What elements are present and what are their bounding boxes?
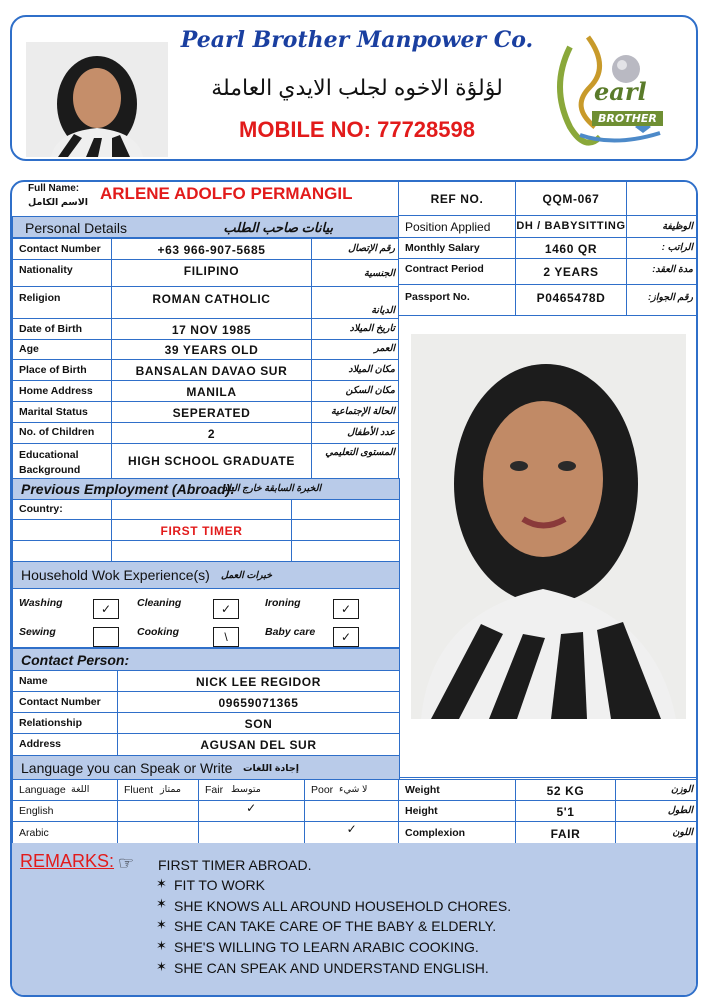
country-extra-cell: [291, 499, 400, 520]
weight-arabic-cell: [615, 779, 698, 801]
row-value-cell: [111, 359, 312, 381]
height-value: 5'1: [556, 805, 575, 819]
pointing-hand-icon: ☞: [118, 853, 135, 873]
employment-empty-cell: [12, 540, 112, 562]
employment-value: FIRST TIMER: [160, 524, 243, 538]
salary-value: 1460 QR: [544, 242, 598, 256]
row-value-cell: [111, 238, 312, 260]
personal-details-title: Personal Details: [25, 220, 127, 236]
fluent-col-label-arabic: ممتاز: [160, 784, 181, 795]
poor-col-label-arabic: لا شيء: [339, 784, 368, 795]
salary-value-cell: [515, 237, 627, 259]
language-row-label-cell: [12, 800, 118, 822]
height-label: Height: [405, 805, 438, 817]
fair-col-label-arabic: متوسط: [231, 784, 261, 795]
children-value: 2: [207, 427, 216, 441]
contact-row-value-cell: [117, 670, 400, 692]
weight-value: 52 KG: [546, 784, 585, 798]
salary-label: Monthly Salary: [405, 242, 480, 254]
household-experience-grid: [12, 588, 400, 648]
full-name-label-arabic: الاسم الكامل: [28, 197, 89, 208]
contact-row-value-cell: [117, 733, 400, 756]
weight-label: Weight: [405, 784, 440, 796]
arabic-fluent-cell: [117, 821, 199, 844]
passport-label-cell: [398, 284, 516, 316]
fluent-col-label: Fluent: [124, 784, 154, 796]
language-col-header: [12, 779, 118, 801]
row-value-cell: [111, 401, 312, 423]
nationality-value: FILIPINO: [183, 264, 240, 278]
salary-arabic-cell: [626, 237, 698, 259]
religion-value: ROMAN CATHOLIC: [152, 292, 271, 306]
household-experience-title-arabic: خبرات العمل: [221, 570, 273, 581]
contact-row-value-cell: [117, 691, 400, 713]
education-arabic: المستوى التعليمي: [325, 447, 395, 458]
contact-name-label: Name: [19, 675, 48, 687]
english-fair-cell: [198, 800, 305, 822]
ref-label: REF NO.: [430, 192, 484, 206]
contact-person-header: [12, 648, 400, 671]
household-experience-header: [12, 561, 400, 589]
salary-label-cell: [398, 237, 516, 259]
contact-number-value: +63 966-907-5685: [157, 243, 266, 257]
star-bullet-icon: ✶: [156, 876, 167, 891]
english-fair-mark: ✓: [246, 801, 257, 815]
height-arabic: الطول: [667, 805, 693, 816]
company-name: Pearl Brother Manpower Co.: [180, 27, 534, 53]
home-address-label: Home Address: [19, 385, 93, 397]
row-label-cell: [12, 286, 112, 319]
country-value-cell: [111, 499, 292, 520]
position-label: Position Applied: [405, 220, 491, 234]
language-row-label-cell: [12, 821, 118, 844]
application-form: [10, 180, 698, 997]
nationality-label: Nationality: [19, 264, 73, 276]
position-value-cell: [515, 215, 627, 238]
age-value: 39 YEARS OLD: [164, 343, 259, 357]
cleaning-label: Cleaning: [137, 597, 182, 609]
baby-care-checkbox[interactable]: ✓: [333, 627, 359, 647]
contact-address-value: AGUSAN DEL SUR: [200, 738, 317, 752]
remark-line: SHE CAN SPEAK AND UNDERSTAND ENGLISH.: [174, 960, 489, 976]
contract-arabic-cell: [626, 258, 698, 285]
row-value-cell: [111, 380, 312, 402]
full-name-value: ARLENE ADOLFO PERMANGIL: [100, 184, 353, 203]
complexion-value-cell: [515, 821, 616, 844]
date-of-birth-value: 17 NOV 1985: [171, 323, 252, 337]
pearl-brother-logo: [540, 27, 690, 157]
religion-label: Religion: [19, 292, 61, 304]
contact-row-label-cell: [12, 691, 118, 713]
age-label: Age: [19, 343, 39, 355]
complexion-label: Complexion: [405, 827, 466, 839]
row-arabic-cell: [311, 401, 400, 423]
age-arabic: العمر: [374, 343, 395, 354]
remarks-section: [12, 843, 698, 997]
english-poor-cell: [304, 800, 400, 822]
row-label-cell: [12, 443, 112, 479]
row-label-cell: [12, 259, 112, 287]
star-bullet-icon: ✶: [156, 959, 167, 974]
sewing-label: Sewing: [19, 626, 56, 638]
contract-label-cell: [398, 258, 516, 285]
contact-row-label-cell: [12, 733, 118, 756]
weight-value-cell: [515, 779, 616, 801]
arabic-poor-mark: ✓: [346, 822, 358, 836]
cleaning-checkbox[interactable]: ✓: [213, 599, 239, 619]
employment-empty-cell: [291, 540, 400, 562]
star-bullet-icon: ✶: [156, 938, 167, 953]
weight-label-cell: [398, 779, 516, 801]
washing-label: Washing: [19, 597, 63, 609]
contract-value: 2 YEARS: [543, 265, 599, 279]
mobile-number: MOBILE NO: 77728598: [239, 117, 475, 142]
row-arabic-cell: [311, 238, 400, 260]
row-arabic-cell: [311, 318, 400, 340]
home-address-value: MANILA: [186, 385, 237, 399]
remark-line: SHE CAN TAKE CARE OF THE BABY & ELDERLY.: [174, 918, 497, 934]
poor-col-header: [304, 779, 400, 801]
complexion-label-cell: [398, 821, 516, 844]
row-arabic-cell: [311, 286, 400, 319]
passport-arabic-cell: [626, 284, 698, 316]
language-title-arabic: إجادة اللغات: [243, 763, 299, 774]
relationship-label: Relationship: [19, 717, 83, 729]
arabic-fair-cell: [198, 821, 305, 844]
passport-value: P0465478D: [536, 291, 606, 305]
remark-line: FIT TO WORK: [174, 877, 266, 893]
remark-line: SHE'S WILLING TO LEARN ARABIC COOKING.: [174, 939, 479, 955]
employment-empty-cell: [111, 540, 292, 562]
salary-arabic: الراتب :: [661, 242, 693, 253]
complexion-arabic-cell: [615, 821, 698, 844]
logo-subtext: BROTHER: [592, 111, 663, 126]
household-experience-title: Household Wok Experience(s): [21, 567, 210, 583]
ref-label-cell: [398, 180, 516, 216]
row-label-cell: [12, 318, 112, 340]
nationality-arabic: الجنسية: [364, 268, 395, 279]
previous-employment-title-arabic: الخبرة السابقة خارج البلد: [223, 483, 322, 494]
place-of-birth-label: Place of Birth: [19, 364, 87, 376]
education-value: HIGH SCHOOL GRADUATE: [128, 454, 295, 468]
height-arabic-cell: [615, 800, 698, 822]
date-of-birth-arabic: تاريخ الميلاد: [349, 323, 395, 334]
row-value-cell: [111, 259, 312, 287]
height-value-cell: [515, 800, 616, 822]
home-address-arabic: مكان السكن: [345, 385, 395, 396]
contact-row-label-cell: [12, 712, 118, 734]
weight-arabic: الوزن: [670, 784, 693, 795]
full-name-label: Full Name:: [28, 183, 80, 194]
arabic-poor-cell: [304, 821, 400, 844]
remark-line: SHE KNOWS ALL AROUND HOUSEHOLD CHORES.: [174, 898, 512, 914]
passport-label: Passport No.: [405, 291, 470, 303]
applicant-photo-small: [26, 42, 168, 157]
language-col-label-arabic: اللغة: [71, 784, 90, 795]
previous-employment-header: [12, 478, 400, 500]
contact-number-label: Contact Number: [19, 243, 101, 255]
position-arabic: الوظيفة: [662, 221, 693, 232]
arabic-label: Arabic: [19, 827, 49, 839]
relationship-value: SON: [244, 717, 273, 731]
contract-arabic: مدة العقد:: [652, 264, 693, 275]
employment-value-cell: [111, 519, 292, 541]
company-name-arabic: لؤلؤة الاخوه لجلب الايدي العاملة: [211, 75, 503, 100]
star-bullet-icon: ✶: [156, 896, 167, 911]
row-label-cell: [12, 238, 112, 260]
height-label-cell: [398, 800, 516, 822]
contact-person-title: Contact Person:: [21, 652, 130, 668]
fair-col-label: Fair: [205, 784, 224, 796]
english-label: English: [19, 805, 54, 817]
ironing-checkbox[interactable]: ✓: [333, 599, 359, 619]
place-of-birth-arabic: مكان الميلاد: [348, 364, 395, 375]
star-bullet-icon: ✶: [156, 917, 167, 932]
position-value: DH / BABYSITTING: [516, 220, 626, 232]
contact-name-value: NICK LEE REGIDOR: [196, 675, 321, 689]
position-arabic-cell: [626, 215, 698, 238]
row-value-cell: [111, 443, 312, 479]
row-arabic-cell: [311, 259, 400, 287]
education-label: Educational Background: [19, 449, 81, 476]
children-arabic: عدد الأطفال: [347, 427, 395, 438]
position-label-cell: [398, 215, 516, 238]
row-arabic-cell: [311, 359, 400, 381]
row-arabic-cell: [311, 380, 400, 402]
language-title: Language you can Speak or Write: [21, 760, 233, 776]
row-value-cell: [111, 422, 312, 444]
row-label-cell: [12, 422, 112, 444]
row-arabic-cell: [311, 443, 400, 479]
contact-row-label-cell: [12, 670, 118, 692]
contact-number-arabic: رقم الإتصال: [348, 243, 395, 254]
complexion-arabic: اللون: [672, 827, 693, 838]
employment-empty-cell: [12, 519, 112, 541]
ironing-label: Ironing: [265, 597, 301, 609]
contract-label: Contract Period: [405, 263, 484, 275]
country-label-cell: [12, 499, 112, 520]
logo-text: earl: [594, 77, 647, 106]
row-arabic-cell: [311, 422, 400, 444]
row-label-cell: [12, 380, 112, 402]
fluent-col-header: [117, 779, 199, 801]
passport-arabic: رقم الجواز:: [647, 292, 693, 303]
ref-value-cell: [515, 180, 627, 216]
previous-employment-title: Previous Employment (Abroad):: [21, 481, 235, 497]
place-of-birth-value: BANSALAN DAVAO SUR: [135, 364, 288, 378]
row-label-cell: [12, 401, 112, 423]
row-arabic-cell: [311, 339, 400, 360]
remarks-title: REMARKS:: [20, 851, 115, 871]
country-label: Country:: [19, 503, 63, 515]
personal-details-title-arabic: بيانات صاحب الطلب: [223, 220, 333, 235]
washing-checkbox[interactable]: ✓: [93, 599, 119, 619]
row-label-cell: [12, 339, 112, 360]
language-col-label: Language: [19, 784, 66, 796]
contact-address-label: Address: [19, 738, 62, 750]
marital-status-label: Marital Status: [19, 406, 88, 418]
cooking-checkbox[interactable]: \: [213, 627, 239, 647]
applicant-photo-frame: [398, 315, 698, 778]
poor-col-label: Poor: [311, 784, 334, 796]
date-of-birth-label: Date of Birth: [19, 323, 82, 335]
language-header: [12, 755, 400, 780]
complexion-value: FAIR: [550, 827, 581, 841]
english-fluent-cell: [117, 800, 199, 822]
fair-col-header: [198, 779, 305, 801]
row-value-cell: [111, 286, 312, 319]
baby-care-label: Baby care: [265, 626, 316, 638]
contract-value-cell: [515, 258, 627, 285]
ref-empty-cell: [626, 180, 698, 216]
passport-value-cell: [515, 284, 627, 316]
row-value-cell: [111, 318, 312, 340]
marital-status-arabic: الحالة الإجتماعية: [331, 406, 395, 417]
employment-empty-cell: [291, 519, 400, 541]
ref-value: QQM-067: [542, 192, 600, 206]
contact-number-person-value: 09659071365: [218, 696, 299, 710]
applicant-photo-large: [411, 334, 686, 719]
remark-line: FIRST TIMER ABROAD.: [158, 857, 312, 873]
row-value-cell: [111, 339, 312, 360]
contact-row-value-cell: [117, 712, 400, 734]
contact-number-person-label: Contact Number: [19, 696, 101, 708]
header-card: [10, 15, 698, 161]
sewing-checkbox[interactable]: [93, 627, 119, 647]
children-label: No. of Children: [19, 426, 95, 438]
religion-arabic: الديانة: [371, 305, 395, 316]
marital-status-value: SEPERATED: [172, 406, 251, 420]
cooking-label: Cooking: [137, 626, 179, 638]
row-label-cell: [12, 359, 112, 381]
personal-details-header: [12, 216, 400, 238]
